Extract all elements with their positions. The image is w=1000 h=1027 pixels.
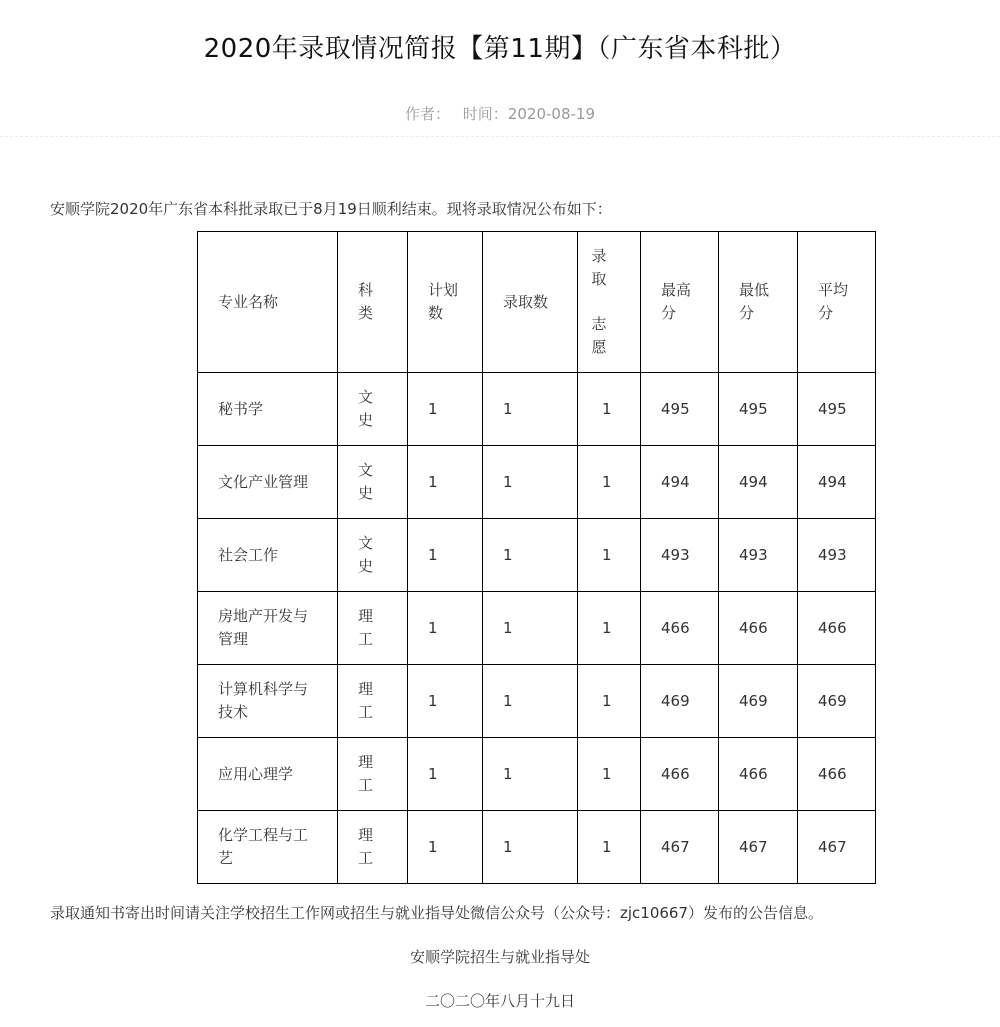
header-category: 科类: [338, 232, 408, 373]
table-row: [198, 811, 876, 884]
header-admitted: 录取数: [483, 232, 578, 373]
header-wish: 录取 志愿: [578, 232, 641, 373]
header-max: 最高分: [641, 232, 719, 373]
cell-major: 化学工程与工艺: [198, 811, 338, 884]
cell-min: 466: [719, 592, 798, 665]
cell-wish: 1: [578, 446, 641, 519]
cell-category: 文史: [338, 446, 408, 519]
cell-category: 文史: [338, 373, 408, 446]
article-meta: [0, 103, 1000, 124]
cell-plan: 1: [408, 592, 483, 665]
cell-admitted: 1: [483, 811, 578, 884]
cell-major: 应用心理学: [198, 738, 338, 811]
cell-max: 493: [641, 519, 719, 592]
table-row: [198, 738, 876, 811]
cell-min: 466: [719, 738, 798, 811]
header-major: 专业名称: [198, 232, 338, 373]
cell-avg: 466: [798, 592, 876, 665]
cell-category: 理工: [338, 592, 408, 665]
table-row: [198, 373, 876, 446]
cell-major: 社会工作: [198, 519, 338, 592]
cell-min: 493: [719, 519, 798, 592]
cell-max: 469: [641, 665, 719, 738]
cell-plan: 1: [408, 446, 483, 519]
cell-major: 秘书学: [198, 373, 338, 446]
table-header-row: [198, 232, 876, 373]
cell-avg: 467: [798, 811, 876, 884]
cell-max: 494: [641, 446, 719, 519]
publish-date: 2020-08-19: [507, 105, 595, 123]
table-row: [198, 446, 876, 519]
cell-plan: 1: [408, 738, 483, 811]
cell-min: 467: [719, 811, 798, 884]
cell-admitted: 1: [483, 519, 578, 592]
header-plan: 计划数: [408, 232, 483, 373]
header-avg: 平均分: [798, 232, 876, 373]
cell-avg: 493: [798, 519, 876, 592]
signature: 安顺学院招生与就业指导处: [409, 948, 590, 966]
cell-admitted: 1: [483, 738, 578, 811]
cell-max: 467: [641, 811, 719, 884]
cell-max: 495: [641, 373, 719, 446]
cell-wish: 1: [578, 592, 641, 665]
cell-category: 理工: [338, 811, 408, 884]
cell-major: 文化产业管理: [198, 446, 338, 519]
cell-min: 469: [719, 665, 798, 738]
article-title: 2020年录取情况简报【第11期】（广东省本科批）: [203, 34, 797, 64]
cell-category: 理工: [338, 665, 408, 738]
cell-major: 计算机科学与技术: [198, 665, 338, 738]
cell-avg: 469: [798, 665, 876, 738]
header-divider: [0, 136, 1000, 137]
cell-min: 495: [719, 373, 798, 446]
cell-admitted: 1: [483, 665, 578, 738]
cell-avg: 495: [798, 373, 876, 446]
cell-wish: 1: [578, 519, 641, 592]
time-label: 时间：2020-08-19: [462, 105, 595, 123]
cell-min: 494: [719, 446, 798, 519]
table-row: [198, 592, 876, 665]
cell-category: 文史: [338, 519, 408, 592]
cell-plan: 1: [408, 811, 483, 884]
cell-plan: 1: [408, 373, 483, 446]
table-row: [198, 665, 876, 738]
table-row: [198, 519, 876, 592]
intro-paragraph: 安顺学院2020年广东省本科批录取已于8月19日顺利结束。现将录取情况公布如下：: [50, 200, 612, 218]
cell-admitted: 1: [483, 592, 578, 665]
signature-date: 二〇二〇年八月十九日: [424, 992, 575, 1010]
cell-wish: 1: [578, 665, 641, 738]
notice-paragraph: 录取通知书寄出时间请关注学校招生工作网或招生与就业指导处微信公众号（公众号：zjc10667）发布的公告信息。: [50, 904, 824, 922]
cell-avg: 466: [798, 738, 876, 811]
header-min: 最低分: [719, 232, 798, 373]
cell-plan: 1: [408, 519, 483, 592]
cell-category: 理工: [338, 738, 408, 811]
cell-wish: 1: [578, 811, 641, 884]
cell-max: 466: [641, 592, 719, 665]
cell-major: 房地产开发与管理: [198, 592, 338, 665]
cell-plan: 1: [408, 665, 483, 738]
admission-table: [197, 231, 876, 884]
author-label: 作者：: [405, 105, 451, 123]
cell-avg: 494: [798, 446, 876, 519]
cell-admitted: 1: [483, 446, 578, 519]
cell-admitted: 1: [483, 373, 578, 446]
cell-max: 466: [641, 738, 719, 811]
cell-wish: 1: [578, 373, 641, 446]
cell-wish: 1: [578, 738, 641, 811]
